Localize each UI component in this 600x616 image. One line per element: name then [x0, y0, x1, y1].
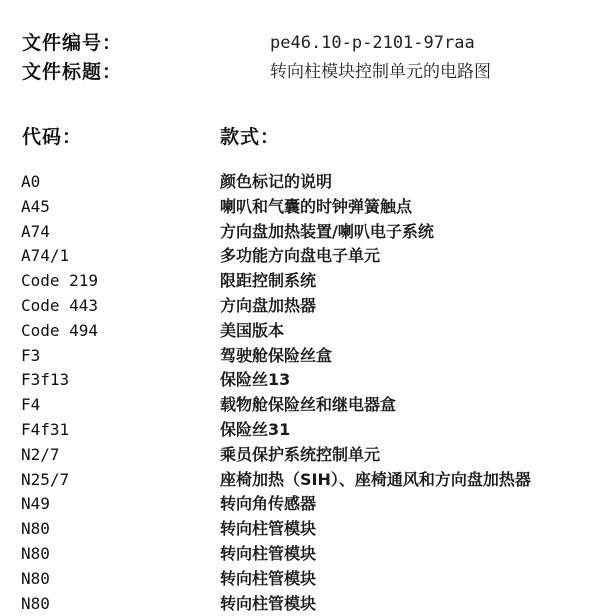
file-number-label: 文件编号： — [22, 32, 123, 54]
table-row — [0, 542, 600, 567]
row-style: 喇叭和气囊的时钟弹簧触点 — [220, 196, 413, 216]
row-code: Code 443 — [21, 295, 99, 315]
row-style: 转向柱管模块 — [220, 519, 317, 539]
table-row — [0, 468, 600, 493]
row-code: F4f31 — [21, 419, 70, 439]
row-code: F3 — [21, 345, 41, 365]
table-row — [0, 269, 600, 294]
row-code: N25/7 — [21, 469, 70, 489]
row-code: N80 — [21, 568, 50, 588]
table-row — [0, 319, 600, 344]
row-style: 转向柱管模块 — [220, 543, 317, 563]
table-row — [0, 195, 600, 220]
row-code: A0 — [21, 172, 41, 191]
row-style: 保险丝31 — [220, 419, 291, 439]
table-row — [0, 492, 600, 517]
table-row — [0, 220, 600, 245]
row-code: A45 — [21, 196, 50, 216]
row-style: 载物舱保险丝和继电器盒 — [220, 395, 397, 415]
style-column-header: 款式： — [220, 126, 281, 148]
row-code: A74/1 — [21, 246, 70, 266]
row-style: 多功能方向盘电子单元 — [220, 246, 381, 266]
row-style: 转向柱管模块 — [220, 593, 317, 613]
table-row — [0, 170, 600, 195]
code-column-header: 代码： — [22, 126, 83, 148]
table-row — [0, 344, 600, 369]
row-style: 美国版本 — [220, 320, 285, 340]
row-code: N49 — [21, 494, 50, 514]
row-code: A74 — [21, 221, 50, 241]
row-code: F3f13 — [21, 370, 70, 390]
table-row — [0, 592, 600, 616]
file-number-value: pe46.10-p-2101-97raa — [270, 33, 475, 53]
row-code: Code 219 — [21, 271, 99, 291]
table-row — [0, 368, 600, 393]
table-row — [0, 443, 600, 468]
row-code: Code 494 — [21, 320, 99, 340]
row-style: 限距控制系统 — [220, 271, 317, 291]
table-row — [0, 567, 600, 592]
row-code: F4 — [21, 395, 41, 415]
table-row — [0, 393, 600, 418]
row-code: N2/7 — [21, 444, 60, 464]
row-style: 保险丝13 — [220, 370, 291, 390]
file-title-value: 转向柱模块控制单元的电路图 — [270, 62, 491, 82]
table-row — [0, 294, 600, 319]
row-style: 座椅加热（SIH）、座椅通风和方向盘加热器 — [220, 469, 531, 489]
file-title-label: 文件标题： — [22, 61, 123, 83]
row-code: N80 — [21, 593, 50, 613]
table-row — [0, 517, 600, 542]
table-row — [0, 244, 600, 269]
row-code: N80 — [21, 543, 50, 563]
row-style: 转向角传感器 — [220, 494, 317, 514]
row-style: 驾驶舱保险丝盒 — [220, 345, 333, 365]
row-style: 转向柱管模块 — [220, 568, 317, 588]
row-style: 乘员保护系统控制单元 — [220, 444, 381, 464]
code-style-list — [0, 170, 600, 616]
table-row — [0, 418, 600, 443]
row-style: 方向盘加热装置/喇叭电子系统 — [220, 221, 434, 241]
row-code: N80 — [21, 519, 50, 539]
row-style: 颜色标记的说明 — [220, 172, 333, 191]
row-style: 方向盘加热器 — [220, 295, 317, 315]
